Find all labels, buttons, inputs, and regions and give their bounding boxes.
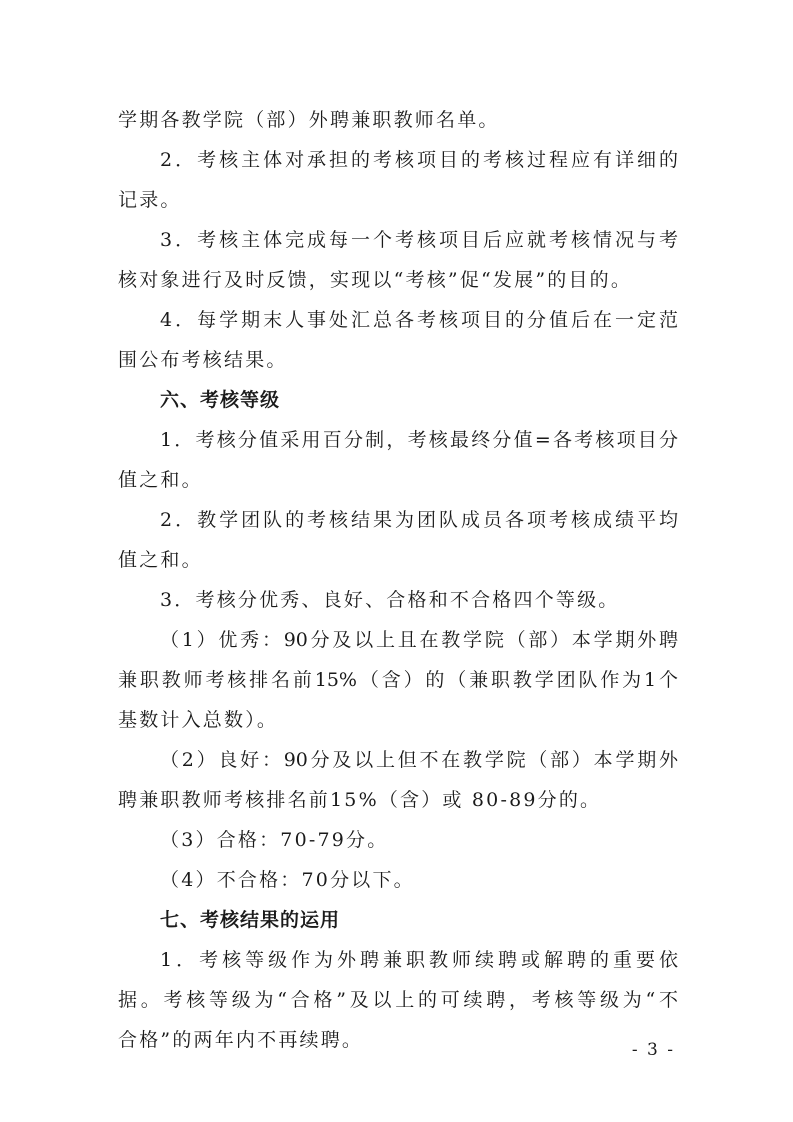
section-heading: 六、考核等级 (160, 389, 281, 411)
paragraph-line: 学期各教学院（部）外聘兼职教师名单。 (118, 109, 500, 131)
paragraph-line: 合格”的两年内不再续聘。 (118, 1029, 364, 1051)
paragraph-line: （3）合格：70-79分。 (160, 829, 389, 851)
paragraph-line: 兼职教师考核排名前15%（含）的（兼职教学团队作为1个 (118, 669, 678, 691)
paragraph-line: （4）不合格：70分以下。 (160, 869, 415, 891)
section-heading: 七、考核结果的运用 (160, 909, 341, 931)
paragraph-line: 值之和。 (118, 469, 203, 491)
paragraph-line: 记录。 (118, 189, 182, 211)
paragraph-line: （2）良好：90分及以上但不在教学院（部）本学期外 (160, 749, 678, 771)
paragraph-line: 核对象进行及时反馈，实现以“考核”促“发展”的目的。 (118, 269, 633, 291)
paragraph-line: 值之和。 (118, 549, 203, 571)
paragraph-line: 据。考核等级为“合格”及以上的可续聘，考核等级为“不 (118, 989, 678, 1011)
page-number: - 3 - (631, 1040, 675, 1060)
paragraph-line: 2．考核主体对承担的考核项目的考核过程应有详细的 (160, 149, 678, 171)
paragraph-line: 2．教学团队的考核结果为团队成员各项考核成绩平均 (160, 509, 678, 531)
paragraph-line: 3．考核分优秀、良好、合格和不合格四个等级。 (160, 589, 620, 611)
paragraph-line: 4．每学期末人事处汇总各考核项目的分值后在一定范 (160, 309, 678, 331)
paragraph-line: 围公布考核结果。 (118, 349, 288, 371)
paragraph-line: （1）优秀：90分及以上且在教学院（部）本学期外聘 (160, 629, 678, 651)
paragraph-line: 基数计入总数）。 (118, 709, 279, 731)
paragraph-line: 1．考核分值采用百分制，考核最终分值=各考核项目分 (160, 429, 678, 451)
paragraph-line: 聘兼职教师考核排名前15%（含）或 80-89分的。 (118, 789, 602, 811)
paragraph-line: 1．考核等级作为外聘兼职教师续聘或解聘的重要依 (160, 949, 678, 971)
paragraph-line: 3．考核主体完成每一个考核项目后应就考核情况与考 (160, 229, 678, 251)
